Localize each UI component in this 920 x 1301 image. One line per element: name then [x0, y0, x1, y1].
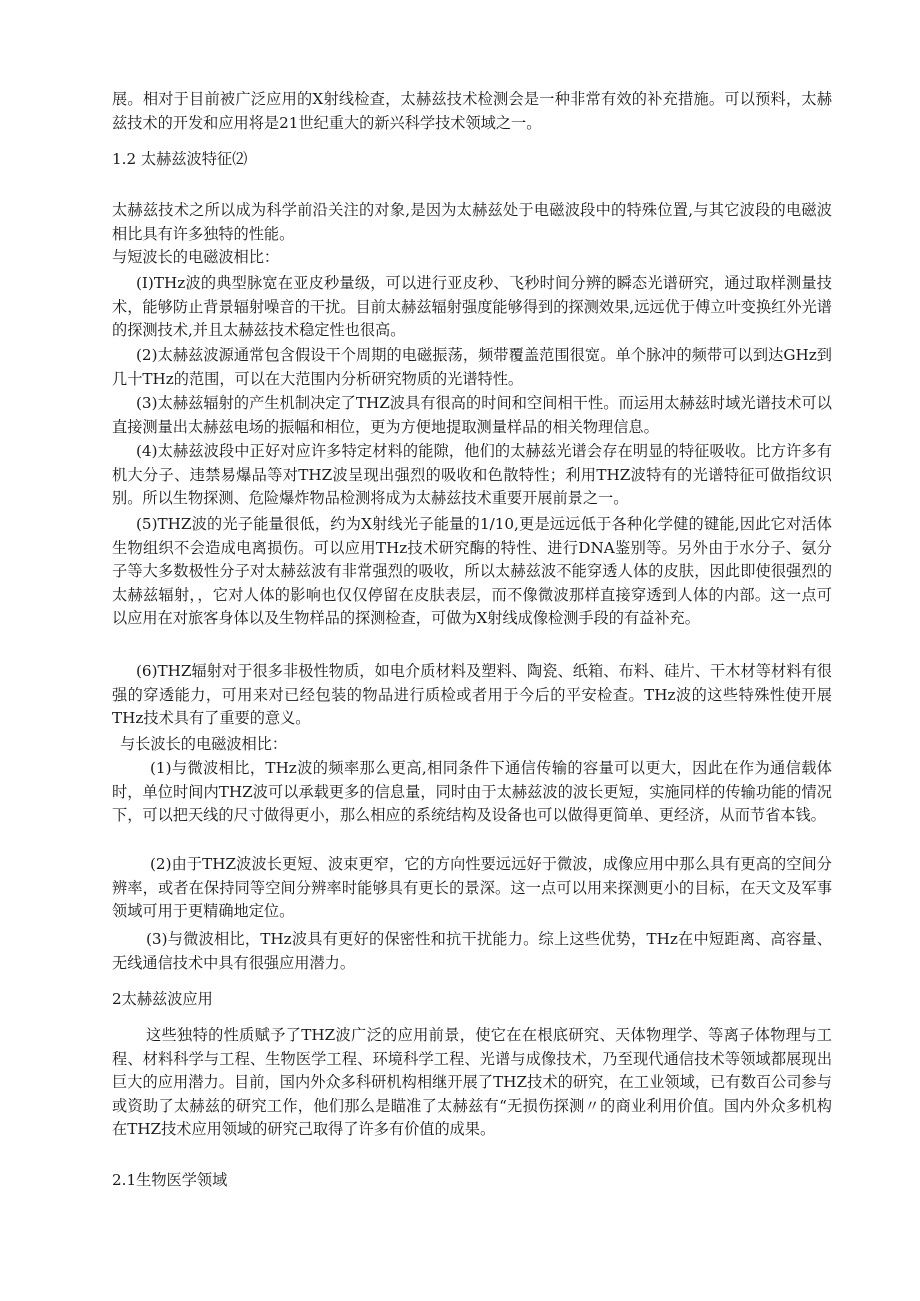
short-wave-item-6: (6)THZ辐射对于很多非极性物质，如电介质材料及塑料、陶瓷、纸箱、布料、硅片、干木材等材料有很强的穿透能力，可用来对已经包装的物品进行质检或者用于今后的平安检查。THz波的这些特殊性使开展THz技术具有了重要的意义。: [112, 662, 832, 728]
short-wave-item-5: (5)THZ波的光子能量很低，约为X射线光子能量的1/10,更是远远低于各种化学健的键能,因此它对活体生物组织不会造成电离损伤。可以应用THz技术研究酶的特性、进行DNA鉴别等。另外由于水分子、氨分子等大多数极性分子对太赫兹波有非常强烈的吸收，所以太赫兹波不能穿透人体的皮肤，因此即使很强烈的太赫兹辐射，，它对人体的影响也仅仅停留在皮肤表层，而不像微波那样直接穿透到人体的内部。这一点可以应用在对旅客身体以及生物样品的探测检查，可做为X射线成像检测手段的有益补充。: [112, 515, 832, 628]
long-wave-item-2: (2)由于THZ波波长更短、波束更窄，它的方向性要远远好于微波，成像应用中那么具有更高的空间分辨率，或者在保持同等空间分辨率时能够具有更长的景深。这一点可以用来探测更小的目标，在天文及军事领域可用于更精确地定位。: [112, 855, 832, 921]
short-wave-item-3: (3)太赫兹辐射的产生机制决定了THZ波具有很高的时间和空间相干性。而运用太赫兹时域光谱技术可以直接测量出太赫兹电场的振幅和相位，更为方便地提取测量样品的相关物理信息。: [112, 394, 832, 436]
section-heading-2: 2太赫兹波应用: [112, 990, 213, 1008]
short-wave-item-2: (2)太赫兹波源通常包含假设干个周期的电磁振荡，频带覆盖范围很宽。单个脉冲的频带可以到达GHz到几十THz的范围，可以在大范围内分析研究物质的光谱特性。: [112, 346, 832, 388]
intro-paragraph: 展。相对于目前被广泛应用的X射线检查，太赫兹技术检测会是一种非常有效的补充措施。可以预料，太赫兹技术的开发和应用将是21世纪重大的新兴科学技术领域之一。: [112, 90, 832, 132]
short-wave-item-4: (4)太赫兹波段中正好对应许多特定材料的能隙，他们的太赫兹光谱会存在明显的特征吸收。比方许多有机大分子、违禁易爆品等对THZ波呈现出强烈的吸收和色散特性；利用THZ波特有的光谱特征可做指纹识别。所以生物探测、危险爆炸物品检测将成为太赫兹技术重要开展前景之一。: [112, 442, 832, 508]
applications-paragraph: 这些独特的性质赋予了THZ波广泛的应用前景，使它在在根底研究、天体物理学、等离子体物理与工程、材料科学与工程、生物医学工程、环境科学工程、光谱与成像技术，乃至现代通信技术等领域都展现出巨大的应用潜力。目前，国内外众多科研机构相继开展了THZ技术的研究，在工业领域，已有数百公司参与或资助了太赫兹的研究工作，他们那么是瞄准了太赫兹有“无损伤探测〃的商业利用价值。国内外众多机构在THZ技术应用领域的研究己取得了许多有价值的成果。: [112, 1026, 832, 1139]
section-heading-1-2: 1.2 太赫兹波特征⑵: [112, 150, 248, 168]
short-wave-intro: 与短波长的电磁波相比：: [112, 248, 280, 266]
why-paragraph: 太赫兹技术之所以成为科学前沿关注的对象,是因为太赫兹处于电磁波段中的特殊位置,与其它波段的电磁波相比具有许多独特的性能。: [112, 201, 832, 243]
long-wave-item-1: (1)与微波相比，THz波的频率那么更高,相同条件下通信传输的容量可以更大，因此在作为通信载体时，单位时间内THZ波可以承载更多的信息量，同时由于太赫兹波的波长更短，实施同样的传输功能的情况下，可以把天线的尺寸做得更小，那么相应的系统结构及设备也可以做得更简单、更经济，从而节省本钱。: [112, 759, 832, 825]
long-wave-item-3: (3)与微波相比，THz波具有更好的保密性和抗干扰能力。综上这些优势，THz在中短距离、高容量、无线通信技术中具有很强应用潜力。: [112, 930, 832, 972]
section-heading-2-1: 2.1生物医学领域: [112, 1171, 228, 1189]
short-wave-item-1: (I)THz波的典型脉宽在亚皮秒量级，可以进行亚皮秒、飞秒时间分辨的瞬态光谱研究，通过取样测量技术，能够防止背景辐射噪音的干扰。目前太赫兹辐射强度能够得到的探测效果,远远优于傅立叶变换红外光谱的探测技术,并且太赫兹技术稳定性也很高。: [112, 274, 832, 340]
long-wave-intro: 与长波长的电磁波相比：: [120, 735, 288, 753]
